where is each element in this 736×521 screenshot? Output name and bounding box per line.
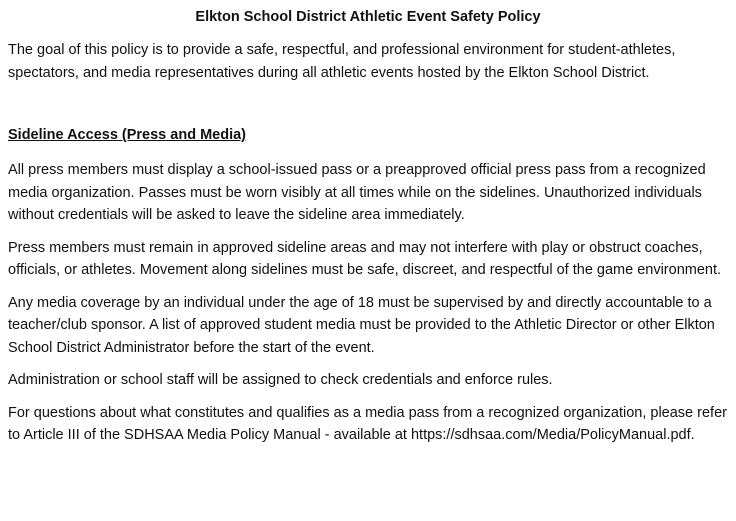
policy-paragraph-student-media: Any media coverage by an individual under the age of 18 must be supervised by and directly accountable to a teacher/club sponsor. A list of approved student media must be provided to the Athletic Director or other Elkton School District Administrator before the start of the event. [8,294,715,356]
policy-paragraph-sideline-areas: Press members must remain in approved sideline areas and may not interfere with play or obstruct coaches, officials, or athletes. Movement along sidelines must be safe, discreet, and respectful of the game environment. [8,239,722,278]
policy-paragraph-pass-display: All press members must display a school-issued pass or a preapproved official press pass from a recognized media organization. Passes must be worn visibly at all times while on the sidelines. Unauthorized individuals without credentials will be asked to leave the sideline area immediately. [8,162,706,223]
policy-paragraph-questions: For questions about what constitutes and qualifies as a media pass from a recognized organization, please refer to Article III of the SDHSAA Media Policy Manual - available at https://sdhsaa.com/Media/PolicyManual.pdf. [8,404,727,443]
policy-paragraph-staff-enforcement: Administration or school staff will be assigned to check credentials and enforce rules. [8,372,553,388]
intro-paragraph: The goal of this policy is to provide a safe, respectful, and professional environment for student-athletes, spectators, and media representatives during all athletic events hosted by the Elkton School District. [8,42,676,81]
document-title: Elkton School District Athletic Event Safety Policy [195,9,541,25]
section-heading: Sideline Access (Press and Media) [8,127,247,143]
